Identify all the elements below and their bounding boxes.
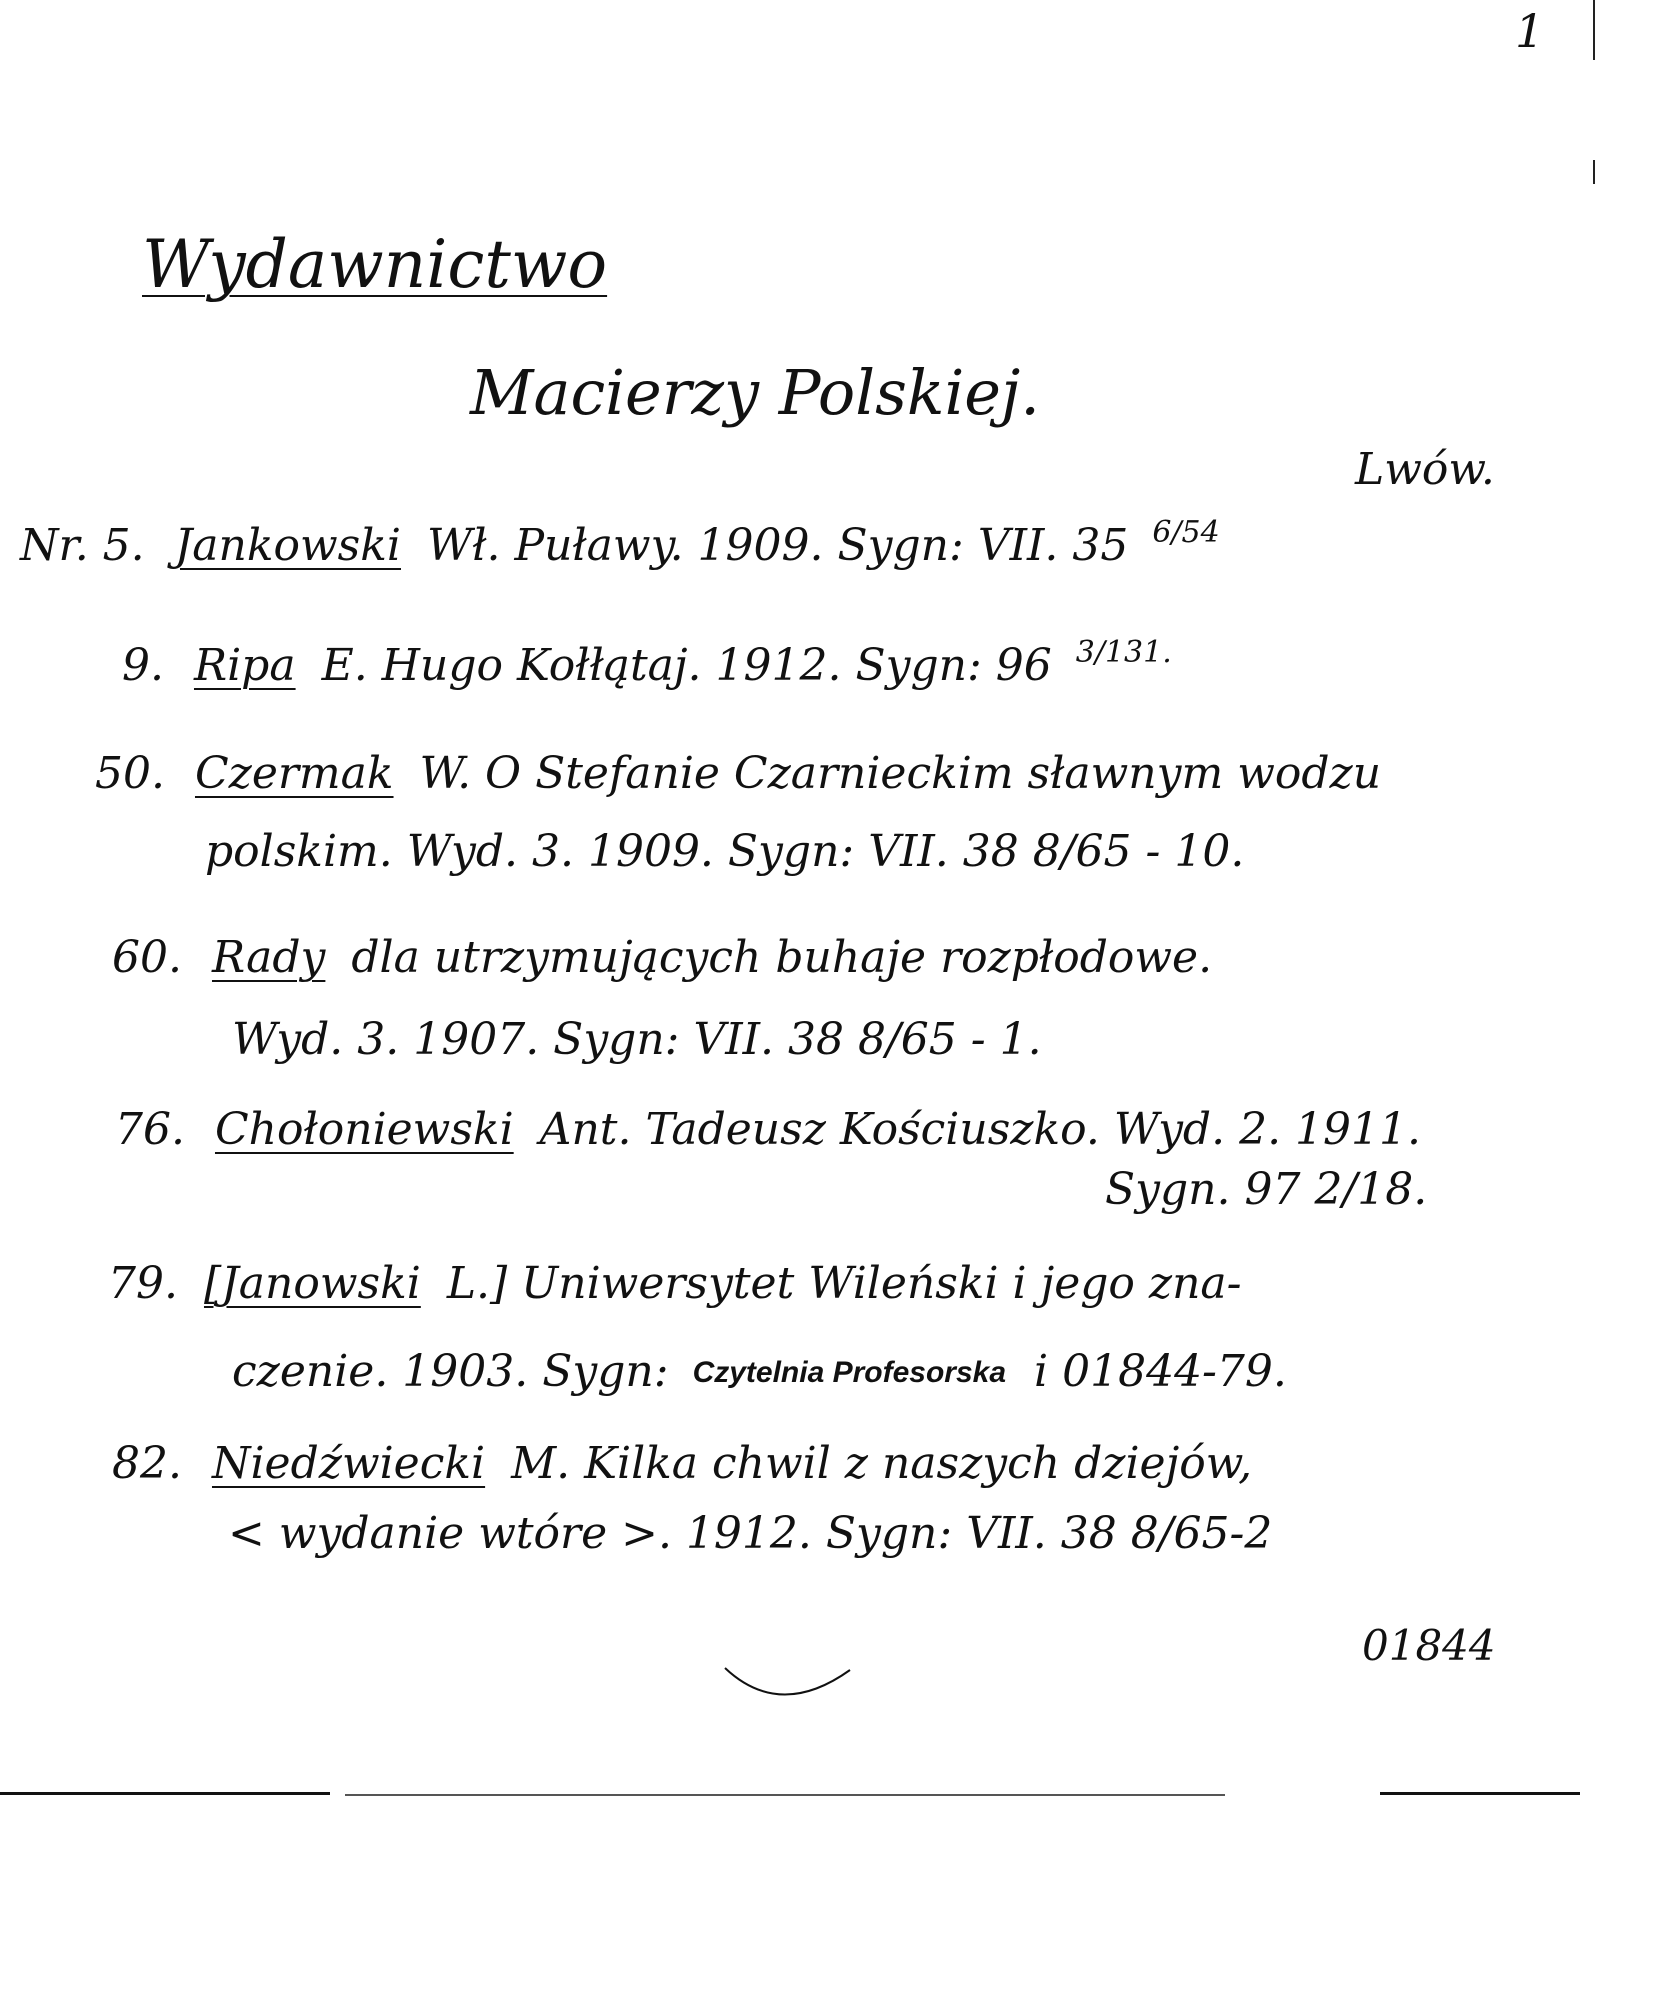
entry-nr-50 xyxy=(95,748,1382,799)
card-subtitle: Macierzy Polskiej. xyxy=(470,356,1040,429)
entry-author: Niedźwiecki xyxy=(211,1438,486,1489)
entry-author: Czermak xyxy=(194,748,394,799)
entry-signature-fraction: 3/131. xyxy=(1075,635,1172,670)
entry-text: W. O Stefanie Czarnieckim sławnym wodzu xyxy=(419,748,1382,799)
entry-author: Chołoniewski xyxy=(214,1104,514,1155)
entry-text: Wł. Puławy. 1909. Sygn: VII. 35 xyxy=(427,520,1129,571)
entry-author: Ripa xyxy=(193,640,296,691)
entry-number: 9. xyxy=(122,640,164,691)
entry-text: E. Hugo Kołłątaj. 1912. Sygn: 96 xyxy=(321,640,1052,691)
entry-text: dla utrzymujących buhaje rozpłodowe. xyxy=(351,932,1213,983)
entry-nr-82-continuation: < wydanie wtóre >. 1912. Sygn: VII. 38 8/65-2 xyxy=(228,1508,1273,1559)
bottom-rule-left xyxy=(0,1792,330,1795)
entry-author: Jankowski xyxy=(174,520,401,571)
entry-author: Rady xyxy=(211,932,326,983)
entry-nr-82 xyxy=(112,1438,1253,1489)
entry-text: i 01844-79. xyxy=(1034,1346,1287,1397)
publication-place: Lwów. xyxy=(1355,444,1495,495)
bottom-rule-middle xyxy=(345,1794,1225,1796)
entry-signature-fraction: 6/54 xyxy=(1152,515,1220,550)
card-title: Wydawnictwo xyxy=(142,226,608,303)
curve-mark xyxy=(720,1660,860,1720)
entry-number: 79. xyxy=(108,1258,178,1309)
entry-number: 50. xyxy=(95,748,165,799)
bottom-rule-right xyxy=(1380,1792,1580,1795)
entry-nr-9 xyxy=(122,635,1172,691)
page-number: 1 xyxy=(1515,4,1545,58)
card-right-edge-lower xyxy=(1593,160,1595,184)
entry-number: Nr. 5. xyxy=(20,520,145,571)
entry-text: M. Kilka chwil z naszych dziejów, xyxy=(511,1438,1253,1489)
entry-nr-76-continuation: Sygn. 97 2/18. xyxy=(1105,1164,1428,1215)
entry-nr-79 xyxy=(108,1258,1242,1309)
card-right-edge xyxy=(1593,0,1595,60)
stamped-location: Czytelnia Profesorska xyxy=(692,1356,1007,1389)
entry-nr-60 xyxy=(112,932,1213,983)
entry-text: L.] Uniwersytet Wileński i jego zna- xyxy=(446,1258,1242,1309)
entry-author: [Janowski xyxy=(203,1258,421,1309)
entry-number: 60. xyxy=(112,932,182,983)
entry-nr-5 xyxy=(20,515,1220,571)
entry-nr-60-continuation: Wyd. 3. 1907. Sygn: VII. 38 8/65 - 1. xyxy=(232,1014,1042,1065)
entry-nr-76 xyxy=(115,1104,1422,1155)
entry-nr-79-continuation xyxy=(232,1346,1287,1397)
inventory-number: 01844 xyxy=(1362,1621,1496,1670)
entry-nr-50-continuation: polskim. Wyd. 3. 1909. Sygn: VII. 38 8/65 - 10. xyxy=(205,826,1245,877)
entry-number: 82. xyxy=(112,1438,182,1489)
entry-text: Ant. Tadeusz Kościuszko. Wyd. 2. 1911. xyxy=(539,1104,1422,1155)
entry-number: 76. xyxy=(115,1104,185,1155)
entry-text: czenie. 1903. Sygn: xyxy=(232,1346,669,1397)
